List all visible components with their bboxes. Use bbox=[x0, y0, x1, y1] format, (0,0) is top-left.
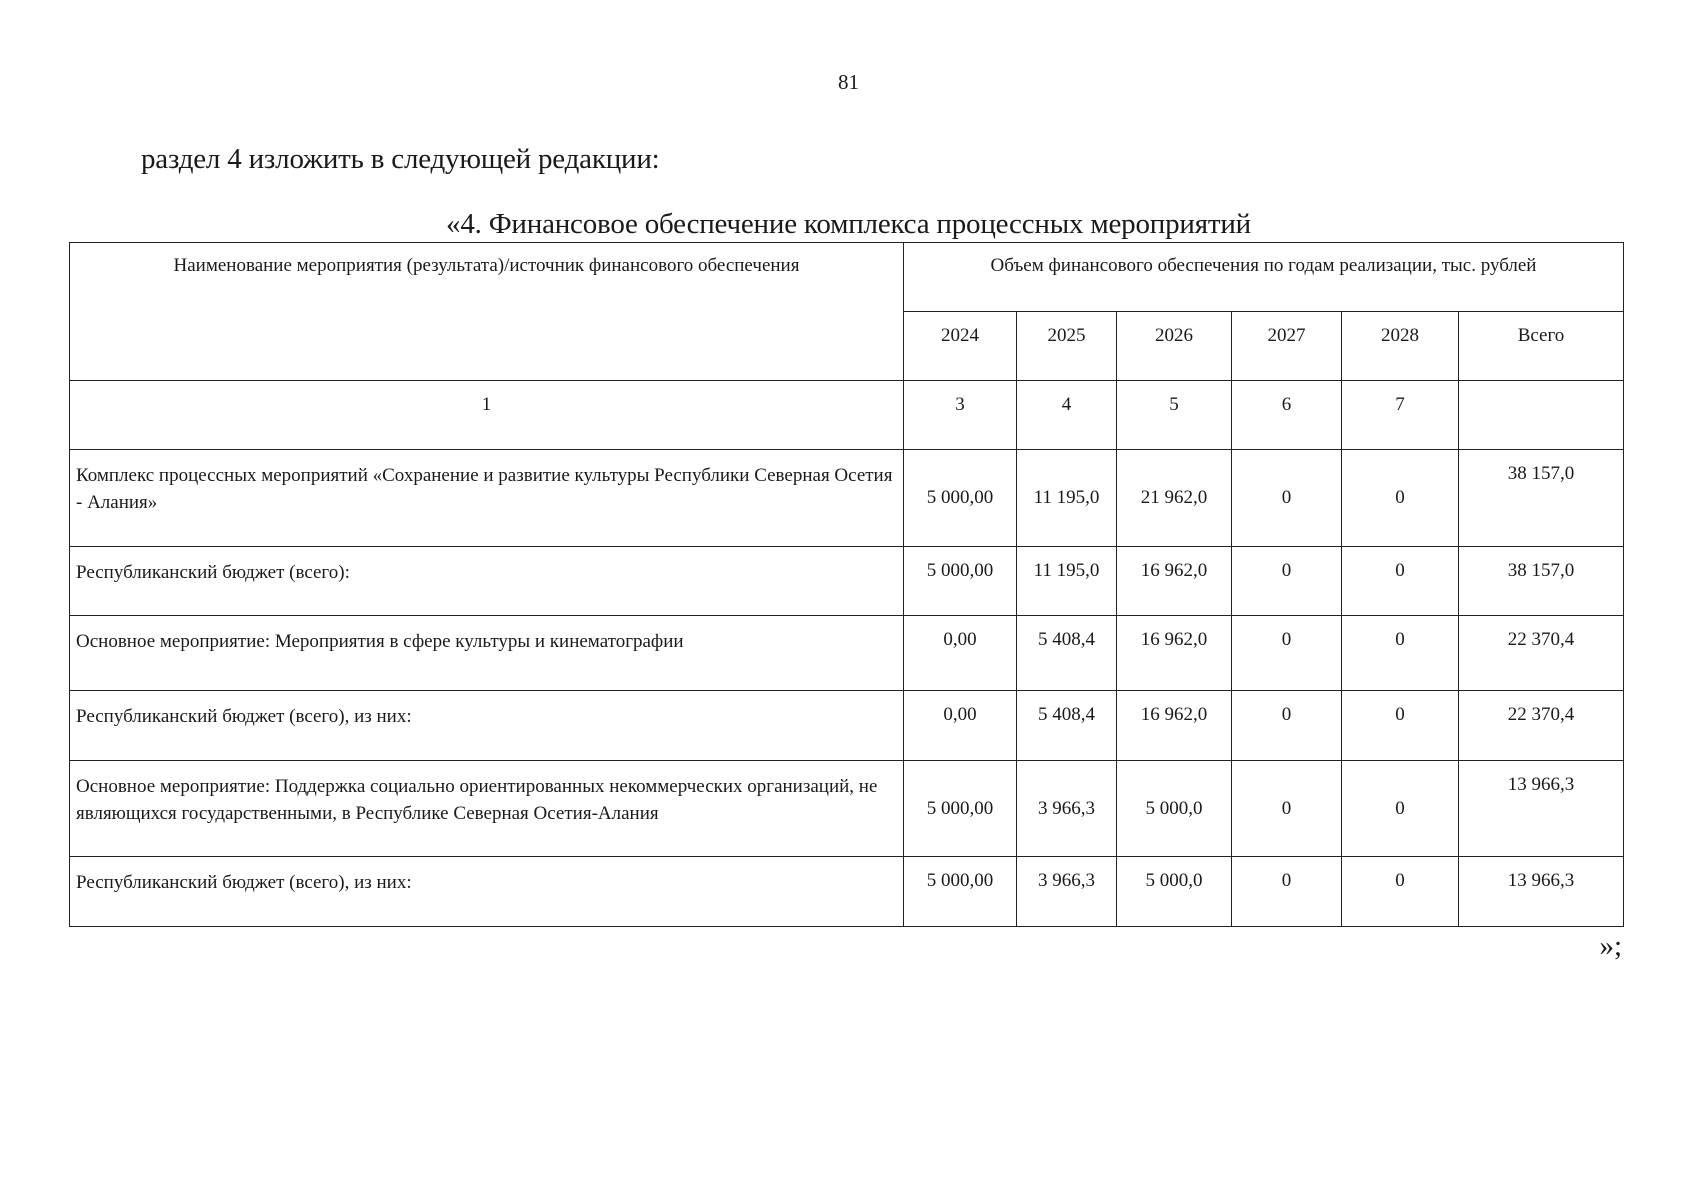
row-name: Республиканский бюджет (всего): bbox=[70, 547, 904, 616]
row-value: 11 195,0 bbox=[1017, 450, 1117, 547]
section-title: «4. Финансовое обеспечение комплекса процессных мероприятий bbox=[446, 208, 1251, 240]
row-value: 0 bbox=[1232, 857, 1342, 927]
row-value: 0 bbox=[1232, 761, 1342, 857]
year-header: 2026 bbox=[1117, 312, 1232, 381]
intro-text: раздел 4 изложить в следующей редакции: bbox=[141, 143, 660, 175]
row-total: 22 370,4 bbox=[1459, 616, 1624, 691]
total-header: Всего bbox=[1459, 312, 1624, 381]
year-header: 2028 bbox=[1342, 312, 1459, 381]
row-value: 5 000,00 bbox=[904, 857, 1017, 927]
row-value: 0 bbox=[1232, 547, 1342, 616]
row-name: Республиканский бюджет (всего), из них: bbox=[70, 691, 904, 761]
row-value: 0 bbox=[1342, 450, 1459, 547]
row-value: 0 bbox=[1232, 616, 1342, 691]
row-value: 16 962,0 bbox=[1117, 691, 1232, 761]
header-volume-cell: Объем финансового обеспечения по годам реализации, тыс. рублей bbox=[904, 243, 1624, 312]
row-value: 5 000,0 bbox=[1117, 761, 1232, 857]
year-header: 2025 bbox=[1017, 312, 1117, 381]
row-value: 21 962,0 bbox=[1117, 450, 1232, 547]
column-number: 6 bbox=[1232, 381, 1342, 450]
closing-quote-mark: »; bbox=[1599, 930, 1622, 962]
row-value: 3 966,3 bbox=[1017, 761, 1117, 857]
row-value: 5 000,00 bbox=[904, 450, 1017, 547]
row-total: 13 966,3 bbox=[1459, 761, 1624, 857]
column-number: 5 bbox=[1117, 381, 1232, 450]
row-value: 3 966,3 bbox=[1017, 857, 1117, 927]
table-row bbox=[70, 616, 1624, 691]
row-value: 0 bbox=[1342, 761, 1459, 857]
column-number: 1 bbox=[70, 381, 904, 450]
page-number: 81 bbox=[838, 70, 859, 94]
row-value: 16 962,0 bbox=[1117, 547, 1232, 616]
column-number-row bbox=[70, 381, 1624, 450]
column-number: 4 bbox=[1017, 381, 1117, 450]
row-name: Основное мероприятие: Мероприятия в сфере культуры и кинематографии bbox=[70, 616, 904, 691]
row-total: 13 966,3 bbox=[1459, 857, 1624, 927]
table-row bbox=[70, 761, 1624, 857]
column-number: 7 bbox=[1342, 381, 1459, 450]
row-value: 0 bbox=[1342, 691, 1459, 761]
row-value: 5 408,4 bbox=[1017, 691, 1117, 761]
row-name: Основное мероприятие: Поддержка социально ориентированных некоммерческих организаций, не являющихся государственными, в Республике Северная Осетия-Алания bbox=[70, 761, 904, 857]
year-header: 2027 bbox=[1232, 312, 1342, 381]
table-row bbox=[70, 691, 1624, 761]
row-value: 0 bbox=[1342, 616, 1459, 691]
financing-table bbox=[69, 242, 1624, 927]
row-total: 38 157,0 bbox=[1459, 450, 1624, 547]
row-value: 0 bbox=[1342, 547, 1459, 616]
row-value: 5 000,00 bbox=[904, 547, 1017, 616]
row-name: Республиканский бюджет (всего), из них: bbox=[70, 857, 904, 927]
row-name: Комплекс процессных мероприятий «Сохранение и развитие культуры Республики Северная Осетия - Алания» bbox=[70, 450, 904, 547]
row-value: 5 408,4 bbox=[1017, 616, 1117, 691]
row-total: 38 157,0 bbox=[1459, 547, 1624, 616]
column-number: 3 bbox=[904, 381, 1017, 450]
row-value: 16 962,0 bbox=[1117, 616, 1232, 691]
row-value: 0 bbox=[1342, 857, 1459, 927]
row-value: 0,00 bbox=[904, 691, 1017, 761]
row-value: 5 000,00 bbox=[904, 761, 1017, 857]
year-header: 2024 bbox=[904, 312, 1017, 381]
table-row bbox=[70, 450, 1624, 547]
table-row bbox=[70, 547, 1624, 616]
header-name-cell: Наименование мероприятия (результата)/источник финансового обеспечения bbox=[70, 243, 904, 381]
table-row bbox=[70, 857, 1624, 927]
row-value: 0 bbox=[1232, 450, 1342, 547]
row-value: 0,00 bbox=[904, 616, 1017, 691]
row-value: 0 bbox=[1232, 691, 1342, 761]
row-total: 22 370,4 bbox=[1459, 691, 1624, 761]
row-value: 11 195,0 bbox=[1017, 547, 1117, 616]
column-number bbox=[1459, 381, 1624, 450]
row-value: 5 000,0 bbox=[1117, 857, 1232, 927]
